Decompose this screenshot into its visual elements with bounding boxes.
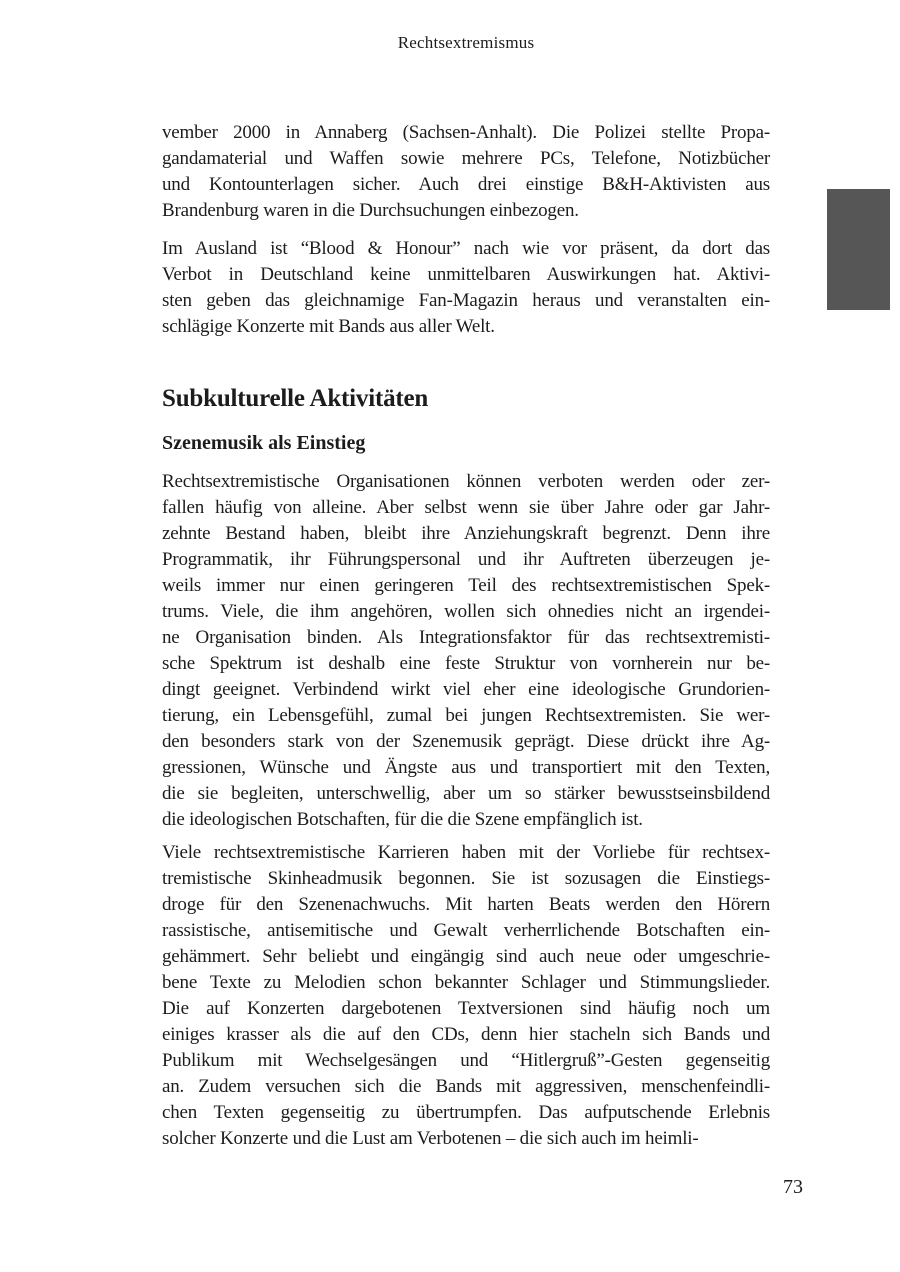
text-line: zehnte Bestand haben, bleibt ihre Anziehungskraft begrenzt. Denn ihre: [162, 523, 770, 544]
text-line: an. Zudem versuchen sich die Bands mit aggressiven, menschenfeindli-: [162, 1076, 770, 1097]
text-line: dingt geeignet. Verbindend wirkt viel eher eine ideologische Grundorien-: [162, 679, 770, 700]
text-line: rassistische, antisemitische und Gewalt verherrlichende Botschaften ein-: [162, 920, 770, 941]
text-line: gressionen, Wünsche und Ängste aus und transportiert mit den Texten,: [162, 757, 770, 778]
text-line: Viele rechtsextremistische Karrieren haben mit der Vorliebe für rechtsex-: [162, 842, 770, 863]
paragraph-4: [162, 840, 770, 1152]
text-line: einiges krasser als die auf den CDs, denn hier stacheln sich Bands und: [162, 1024, 770, 1045]
text-line: droge für den Szenenachwuchs. Mit harten Beats werden den Hörern: [162, 894, 770, 915]
text-line: sche Spektrum ist deshalb eine feste Struktur von vornherein nur be-: [162, 653, 770, 674]
paragraph-3: [162, 469, 770, 833]
text-line: vember 2000 in Annaberg (Sachsen-Anhalt). Die Polizei stellte Propa-: [162, 122, 770, 143]
paragraph-2: [162, 236, 770, 340]
subsection-heading: Szenemusik als Einstieg: [162, 432, 366, 454]
page-number: 73: [783, 1176, 803, 1198]
text-line: sten geben das gleichnamige Fan-Magazin heraus und veranstalten ein-: [162, 290, 770, 311]
paragraph-1: [162, 120, 770, 224]
running-header: Rechtsextremismus: [397, 33, 535, 52]
text-line: Rechtsextremistische Organisationen können verboten werden oder zer-: [162, 471, 770, 492]
text-line: schlägige Konzerte mit Bands aus aller Welt.: [162, 316, 495, 337]
text-line: solcher Konzerte und die Lust am Verbotenen – die sich auch im heimli-: [162, 1128, 699, 1149]
text-line: Im Ausland ist “Blood & Honour” nach wie vor präsent, da dort das: [162, 238, 770, 259]
text-line: tierung, ein Lebensgefühl, zumal bei jungen Rechtsextremisten. Sie wer-: [162, 705, 770, 726]
text-line: Brandenburg waren in die Durchsuchungen einbezogen.: [162, 200, 579, 221]
text-line: trums. Viele, die ihm angehören, wollen sich ohnedies nicht an irgendei-: [162, 601, 770, 622]
text-line: gandamaterial und Waffen sowie mehrere PCs, Telefone, Notizbücher: [162, 148, 770, 169]
text-line: weils immer nur einen geringeren Teil des rechtsextremistischen Spek-: [162, 575, 770, 596]
text-line: ne Organisation binden. Als Integrationsfaktor für das rechtsextremisti-: [162, 627, 770, 648]
text-line: den besonders stark von der Szenemusik geprägt. Diese drückt ihre Ag-: [162, 731, 770, 752]
text-line: die sie begleiten, unterschwellig, aber um so stärker bewusstseinsbildend: [162, 783, 770, 804]
text-line: tremistische Skinheadmusik begonnen. Sie ist sozusagen die Einstiegs-: [162, 868, 770, 889]
text-line: und Kontounterlagen sicher. Auch drei einstige B&H-Aktivisten aus: [162, 174, 770, 195]
text-line: Publikum mit Wechselgesängen und “Hitlergruß”-Gesten gegenseitig: [162, 1050, 770, 1071]
text-line: fallen häufig von alleine. Aber selbst wenn sie über Jahre oder gar Jahr-: [162, 497, 770, 518]
text-line: bene Texte zu Melodien schon bekannter Schlager und Stimmungslieder.: [162, 972, 770, 993]
text-line: Programmatik, ihr Führungspersonal und ihr Auftreten überzeugen je-: [162, 549, 770, 570]
text-line: chen Texten gegenseitig zu übertrumpfen. Das aufputschende Erlebnis: [162, 1102, 770, 1123]
chapter-tab-marker: [827, 189, 890, 310]
text-line: die ideologischen Botschaften, für die die Szene empfänglich ist.: [162, 809, 643, 830]
text-line: Verbot in Deutschland keine unmittelbaren Auswirkungen hat. Aktivi-: [162, 264, 770, 285]
section-heading: Subkulturelle Aktivitäten: [162, 385, 429, 412]
text-line: gehämmert. Sehr beliebt und eingängig sind auch neue oder umgeschrie-: [162, 946, 770, 967]
text-line: Die auf Konzerten dargebotenen Textversionen sind häufig noch um: [162, 998, 770, 1019]
